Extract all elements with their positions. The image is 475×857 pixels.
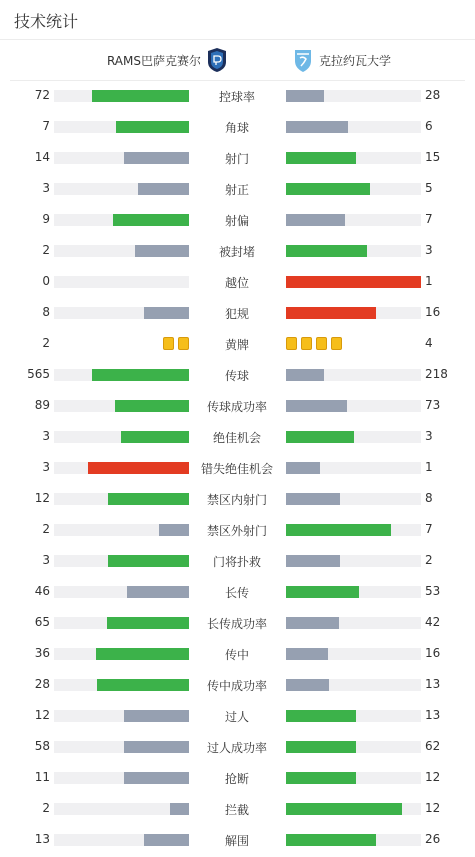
away-bar-track bbox=[286, 617, 421, 629]
away-value: 218 bbox=[425, 367, 448, 381]
away-team-name: 克拉约瓦大学 bbox=[319, 53, 392, 68]
away-value: 12 bbox=[425, 801, 441, 815]
home-bar-track bbox=[54, 617, 189, 629]
away-value: 62 bbox=[425, 739, 441, 753]
away-bar-track bbox=[286, 400, 421, 412]
home-value: 2 bbox=[42, 522, 50, 536]
home-value: 28 bbox=[34, 677, 50, 691]
away-bar-fill bbox=[286, 679, 329, 691]
yellow-card-icon bbox=[286, 337, 297, 350]
away-value: 3 bbox=[425, 429, 433, 443]
stat-row bbox=[0, 427, 475, 447]
home-value: 7 bbox=[42, 119, 50, 133]
away-bar-track bbox=[286, 772, 421, 784]
home-bar-fill bbox=[124, 710, 189, 722]
away-bar-fill bbox=[286, 214, 345, 226]
home-bar-track bbox=[54, 245, 189, 257]
home-bar-fill bbox=[124, 152, 189, 164]
away-bar-fill bbox=[286, 462, 320, 474]
stat-label: 长传 bbox=[224, 586, 249, 600]
home-bar-fill bbox=[127, 586, 189, 598]
away-bar-track bbox=[286, 90, 421, 102]
away-value: 6 bbox=[425, 119, 433, 133]
stat-label: 禁区内射门 bbox=[206, 493, 267, 507]
away-bar-track bbox=[286, 276, 421, 288]
stat-label: 拦截 bbox=[224, 803, 249, 817]
away-bar-fill bbox=[286, 524, 391, 536]
home-bar-fill bbox=[107, 617, 189, 629]
stat-row bbox=[0, 675, 475, 695]
away-value: 15 bbox=[425, 150, 441, 164]
away-bar-track bbox=[286, 214, 421, 226]
home-team-crest-icon bbox=[207, 48, 227, 72]
yellow-card-icon bbox=[301, 337, 312, 350]
away-value: 8 bbox=[425, 491, 433, 505]
away-bar-fill bbox=[286, 276, 421, 288]
home-bar-track bbox=[54, 493, 189, 505]
stat-row bbox=[0, 458, 475, 478]
page-title: 技术统计 bbox=[14, 12, 79, 31]
stat-row bbox=[0, 489, 475, 509]
stat-label: 抢断 bbox=[224, 772, 249, 786]
home-bar-track bbox=[54, 524, 189, 536]
stat-label: 错失绝佳机会 bbox=[200, 462, 273, 476]
stat-row bbox=[0, 86, 475, 106]
away-bar-fill bbox=[286, 400, 347, 412]
home-value: 9 bbox=[42, 212, 50, 226]
away-bar-track bbox=[286, 524, 421, 536]
stat-row bbox=[0, 148, 475, 168]
away-bar-track bbox=[286, 121, 421, 133]
stat-row bbox=[0, 365, 475, 385]
stat-label: 过人 bbox=[224, 710, 249, 724]
home-team-name: RAMS巴萨克赛尔 bbox=[106, 53, 201, 68]
home-value: 2 bbox=[42, 243, 50, 257]
header bbox=[0, 0, 475, 40]
away-yellow-cards bbox=[286, 337, 342, 350]
home-value: 0 bbox=[42, 274, 50, 288]
stat-label: 角球 bbox=[224, 121, 249, 135]
stat-row bbox=[0, 272, 475, 292]
away-bar-fill bbox=[286, 555, 340, 567]
yellow-card-icon bbox=[178, 337, 189, 350]
home-bar-fill bbox=[108, 493, 189, 505]
away-value: 2 bbox=[425, 553, 433, 567]
away-bar-track bbox=[286, 586, 421, 598]
home-value: 3 bbox=[42, 181, 50, 195]
away-bar-fill bbox=[286, 90, 324, 102]
stat-row bbox=[0, 768, 475, 788]
stat-label: 解围 bbox=[224, 834, 249, 848]
teams-header bbox=[10, 40, 465, 81]
stat-row bbox=[0, 830, 475, 850]
yellow-card-icon bbox=[316, 337, 327, 350]
away-bar-track bbox=[286, 493, 421, 505]
stat-row bbox=[0, 737, 475, 757]
away-bar-track bbox=[286, 183, 421, 195]
home-value: 2 bbox=[42, 336, 50, 350]
stat-label: 传球成功率 bbox=[206, 400, 267, 414]
away-bar-fill bbox=[286, 741, 356, 753]
away-bar-fill bbox=[286, 710, 356, 722]
home-value: 58 bbox=[34, 739, 50, 753]
stat-row bbox=[0, 582, 475, 602]
home-bar-fill bbox=[88, 462, 189, 474]
stat-label: 长传成功率 bbox=[206, 617, 267, 631]
home-bar-track bbox=[54, 555, 189, 567]
away-value: 16 bbox=[425, 305, 441, 319]
away-value: 7 bbox=[425, 212, 433, 226]
home-value: 3 bbox=[42, 553, 50, 567]
yellow-card-icon bbox=[331, 337, 342, 350]
away-value: 28 bbox=[425, 88, 441, 102]
home-bar-fill bbox=[108, 555, 189, 567]
away-bar-track bbox=[286, 555, 421, 567]
stat-row bbox=[0, 520, 475, 540]
away-bar-track bbox=[286, 803, 421, 815]
away-team-crest-icon bbox=[293, 48, 313, 72]
stat-row bbox=[0, 303, 475, 323]
stat-row bbox=[0, 334, 475, 354]
stat-row bbox=[0, 644, 475, 664]
away-bar-track bbox=[286, 710, 421, 722]
home-bar-fill bbox=[135, 245, 189, 257]
away-value: 12 bbox=[425, 770, 441, 784]
home-bar-track bbox=[54, 369, 189, 381]
away-bar-fill bbox=[286, 307, 376, 319]
home-bar-track bbox=[54, 586, 189, 598]
away-bar-fill bbox=[286, 152, 356, 164]
stat-label: 过人成功率 bbox=[206, 741, 267, 755]
stat-label: 射正 bbox=[224, 183, 249, 197]
stat-label: 传中 bbox=[224, 648, 249, 662]
home-bar-track bbox=[54, 152, 189, 164]
away-value: 42 bbox=[425, 615, 441, 629]
away-bar-track bbox=[286, 648, 421, 660]
home-team[interactable] bbox=[107, 47, 227, 73]
stat-label: 控球率 bbox=[218, 90, 255, 104]
away-bar-fill bbox=[286, 431, 354, 443]
home-value: 36 bbox=[34, 646, 50, 660]
home-bar-fill bbox=[92, 369, 189, 381]
stat-row bbox=[0, 799, 475, 819]
away-bar-fill bbox=[286, 648, 328, 660]
away-bar-track bbox=[286, 741, 421, 753]
home-bar-fill bbox=[170, 803, 189, 815]
away-bar-fill bbox=[286, 772, 356, 784]
away-value: 26 bbox=[425, 832, 441, 846]
home-bar-fill bbox=[124, 741, 189, 753]
home-bar-track bbox=[54, 834, 189, 846]
home-bar-track bbox=[54, 710, 189, 722]
stat-row bbox=[0, 706, 475, 726]
away-value: 1 bbox=[425, 274, 433, 288]
stat-label: 传球 bbox=[224, 369, 249, 383]
home-bar-track bbox=[54, 741, 189, 753]
stat-row bbox=[0, 117, 475, 137]
away-value: 7 bbox=[425, 522, 433, 536]
away-bar-fill bbox=[286, 803, 402, 815]
home-value: 12 bbox=[34, 708, 50, 722]
home-value: 3 bbox=[42, 460, 50, 474]
away-bar-track bbox=[286, 834, 421, 846]
home-value: 65 bbox=[34, 615, 50, 629]
home-value: 13 bbox=[34, 832, 50, 846]
away-value: 5 bbox=[425, 181, 433, 195]
away-team[interactable] bbox=[293, 47, 391, 73]
stat-row bbox=[0, 613, 475, 633]
stat-label: 射偏 bbox=[224, 214, 249, 228]
home-bar-fill bbox=[144, 834, 189, 846]
home-bar-track bbox=[54, 462, 189, 474]
away-bar-fill bbox=[286, 834, 376, 846]
away-bar-fill bbox=[286, 586, 359, 598]
stat-row bbox=[0, 179, 475, 199]
home-bar-fill bbox=[96, 648, 189, 660]
home-value: 46 bbox=[34, 584, 50, 598]
home-bar-track bbox=[54, 400, 189, 412]
home-bar-track bbox=[54, 183, 189, 195]
away-value: 1 bbox=[425, 460, 433, 474]
away-value: 53 bbox=[425, 584, 441, 598]
away-value: 4 bbox=[425, 336, 433, 350]
stat-label: 黄牌 bbox=[224, 338, 249, 352]
away-bar-fill bbox=[286, 121, 348, 133]
home-bar-fill bbox=[97, 679, 189, 691]
stat-row bbox=[0, 551, 475, 571]
home-value: 89 bbox=[34, 398, 50, 412]
stat-label: 门将扑救 bbox=[212, 555, 261, 569]
stat-label: 绝佳机会 bbox=[212, 431, 261, 445]
away-bar-fill bbox=[286, 245, 367, 257]
stat-row bbox=[0, 210, 475, 230]
stat-row bbox=[0, 241, 475, 261]
home-bar-track bbox=[54, 431, 189, 443]
home-bar-fill bbox=[138, 183, 189, 195]
home-bar-fill bbox=[116, 121, 189, 133]
home-value: 11 bbox=[34, 770, 50, 784]
away-bar-track bbox=[286, 307, 421, 319]
home-value: 565 bbox=[27, 367, 50, 381]
home-bar-track bbox=[54, 121, 189, 133]
yellow-card-icon bbox=[163, 337, 174, 350]
away-bar-fill bbox=[286, 183, 370, 195]
away-bar-track bbox=[286, 245, 421, 257]
home-bar-track bbox=[54, 803, 189, 815]
away-value: 16 bbox=[425, 646, 441, 660]
stat-label: 越位 bbox=[224, 276, 249, 290]
home-value: 2 bbox=[42, 801, 50, 815]
stat-label: 射门 bbox=[224, 152, 249, 166]
away-bar-track bbox=[286, 462, 421, 474]
home-bar-track bbox=[54, 772, 189, 784]
away-bar-track bbox=[286, 369, 421, 381]
home-value: 3 bbox=[42, 429, 50, 443]
home-bar-fill bbox=[144, 307, 189, 319]
home-bar-track bbox=[54, 307, 189, 319]
stat-label: 传中成功率 bbox=[206, 679, 267, 693]
home-bar-track bbox=[54, 90, 189, 102]
away-bar-fill bbox=[286, 369, 324, 381]
stat-row bbox=[0, 396, 475, 416]
stat-label: 被封堵 bbox=[218, 245, 255, 259]
home-bar-fill bbox=[124, 772, 189, 784]
home-bar-track bbox=[54, 276, 189, 288]
stat-label: 犯规 bbox=[224, 307, 249, 321]
home-value: 8 bbox=[42, 305, 50, 319]
away-value: 13 bbox=[425, 677, 441, 691]
away-bar-track bbox=[286, 679, 421, 691]
away-bar-track bbox=[286, 431, 421, 443]
home-value: 12 bbox=[34, 491, 50, 505]
home-bar-track bbox=[54, 648, 189, 660]
away-value: 3 bbox=[425, 243, 433, 257]
home-bar-fill bbox=[159, 524, 189, 536]
home-bar-track bbox=[54, 214, 189, 226]
home-yellow-cards bbox=[163, 337, 189, 350]
home-bar-track bbox=[54, 679, 189, 691]
home-value: 72 bbox=[34, 88, 50, 102]
home-bar-fill bbox=[121, 431, 189, 443]
away-value: 13 bbox=[425, 708, 441, 722]
away-bar-track bbox=[286, 152, 421, 164]
home-bar-fill bbox=[92, 90, 189, 102]
stat-label: 禁区外射门 bbox=[206, 524, 267, 538]
away-bar-fill bbox=[286, 493, 340, 505]
home-bar-fill bbox=[113, 214, 189, 226]
home-value: 14 bbox=[34, 150, 50, 164]
away-bar-fill bbox=[286, 617, 339, 629]
home-bar-fill bbox=[115, 400, 189, 412]
away-value: 73 bbox=[425, 398, 441, 412]
